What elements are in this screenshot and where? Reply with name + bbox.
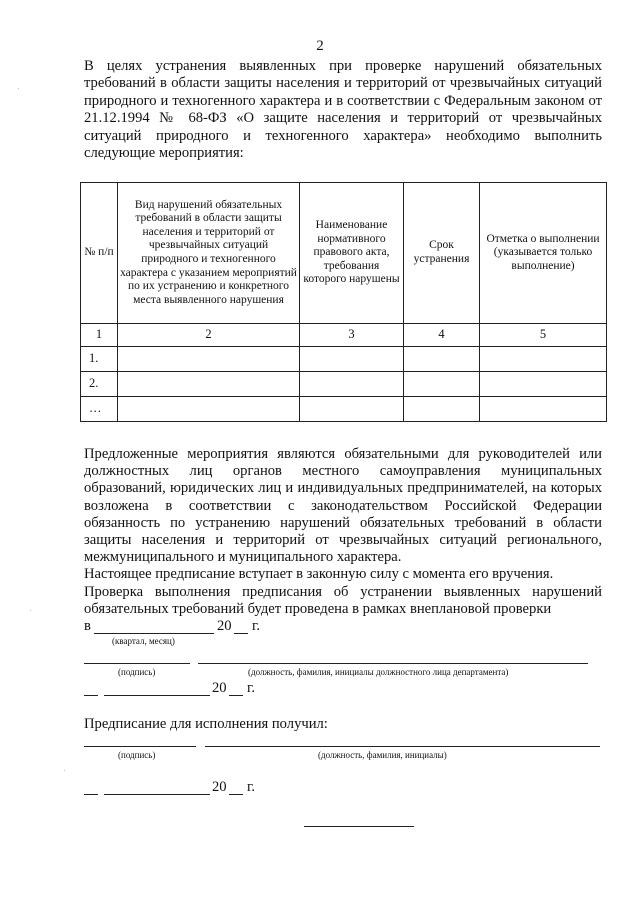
table-cell[interactable] xyxy=(300,347,404,372)
received-label: Предписание для исполнения получил: xyxy=(84,716,328,732)
check-prefix: в xyxy=(84,618,91,634)
year-suffix: г. xyxy=(247,779,255,795)
date-month-field[interactable] xyxy=(104,695,210,696)
column-number: 5 xyxy=(480,324,607,347)
table-cell[interactable] xyxy=(404,372,480,397)
table-cell[interactable] xyxy=(118,347,300,372)
year-field[interactable] xyxy=(229,695,243,696)
row-number: … xyxy=(81,397,118,422)
row-number: 2. xyxy=(81,372,118,397)
year-field[interactable] xyxy=(234,633,248,634)
column-number: 4 xyxy=(404,324,480,347)
scan-speck xyxy=(30,610,31,611)
table-row xyxy=(81,397,607,422)
scan-speck xyxy=(18,88,19,89)
header-number: № п/п xyxy=(81,183,118,324)
table-cell[interactable] xyxy=(404,397,480,422)
effect-paragraph: Настоящее предписание вступает в законную силу с момента его вручения. xyxy=(84,566,554,583)
header-legal-act: Наименование нормативного правового акта, требования которого нарушены xyxy=(300,183,404,324)
table-header-row xyxy=(81,183,607,324)
year-suffix: г. xyxy=(247,680,255,696)
table-cell[interactable] xyxy=(480,397,607,422)
column-number: 3 xyxy=(300,324,404,347)
year-field[interactable] xyxy=(229,794,243,795)
table-cell[interactable] xyxy=(480,347,607,372)
caption-quarter: (квартал, месяц) xyxy=(112,636,175,646)
table-cell[interactable] xyxy=(404,347,480,372)
recipient-name-field[interactable] xyxy=(205,746,600,747)
header-completion-mark: Отметка о выполнении (указывается только выполнение) xyxy=(480,183,607,324)
year-label: 20 xyxy=(212,779,227,795)
year-suffix: г. xyxy=(252,618,260,634)
year-label: 20 xyxy=(217,618,232,634)
table-column-numbers xyxy=(81,324,607,347)
table-row xyxy=(81,347,607,372)
intro-paragraph: В целях устранения выявленных при проверке нарушений обязательных требований в области защиты населения и территорий от чрезвычайных ситуаций природного и техногенного характера и в соответствии с Федеральным законом от 21.12.1994 № 68-ФЗ «О защите населения и территорий от чрезвычайных ситуаций природного и техногенного характера» необходимо выполнить следующие мероприятия: xyxy=(84,58,602,162)
scan-speck xyxy=(64,770,65,771)
quarter-month-field[interactable] xyxy=(94,633,214,634)
caption-signature: (подпись) xyxy=(118,667,156,677)
caption-signature: (подпись) xyxy=(118,750,156,760)
row-number: 1. xyxy=(81,347,118,372)
measures-table xyxy=(80,182,607,422)
year-label: 20 xyxy=(212,680,227,696)
column-number: 2 xyxy=(118,324,300,347)
table-cell[interactable] xyxy=(118,397,300,422)
table-cell[interactable] xyxy=(300,372,404,397)
table-cell[interactable] xyxy=(300,397,404,422)
header-deadline: Срок устранения xyxy=(404,183,480,324)
page-number: 2 xyxy=(316,38,324,54)
obligatory-paragraph: Предложенные мероприятия являются обязательными для руководителей или должностных лиц органов местного самоуправления муниципальных образований, юридических лиц и индивидуальных предпринимателей, на которых возложена в соответствии с законодательством Российской Федерации обязанность по устранению нарушений обязательных требований в области защиты населения и территорий от чрезвычайных ситуаций регионального, межмуниципального и муниципального характера. xyxy=(84,446,602,566)
table-row xyxy=(81,372,607,397)
check-paragraph: Проверка выполнения предписания об устранении выявленных нарушений обязательных требований будет проведена в рамках внеплановой проверки xyxy=(84,583,602,617)
date-day-field[interactable] xyxy=(84,695,98,696)
date-day-field[interactable] xyxy=(84,794,98,795)
table-cell[interactable] xyxy=(480,372,607,397)
table-cell[interactable] xyxy=(118,372,300,397)
bottom-separator xyxy=(304,826,414,827)
recipient-signature-field[interactable] xyxy=(84,746,196,747)
date-month-field[interactable] xyxy=(104,794,210,795)
closing-section xyxy=(84,446,602,618)
caption-official: (должность, фамилия, инициалы должностного лица департамента) xyxy=(248,667,509,677)
header-violation-type: Вид нарушений обязательных требований в области защиты населения и территорий от чрезвычайных ситуаций природного и техногенного характера с указанием мероприятий по их устранению и конкретного места выявленного нарушения xyxy=(118,183,300,324)
caption-person: (должность, фамилия, инициалы) xyxy=(318,750,447,760)
column-number: 1 xyxy=(81,324,118,347)
official-signature-field[interactable] xyxy=(84,663,190,664)
official-name-field[interactable] xyxy=(198,663,588,664)
